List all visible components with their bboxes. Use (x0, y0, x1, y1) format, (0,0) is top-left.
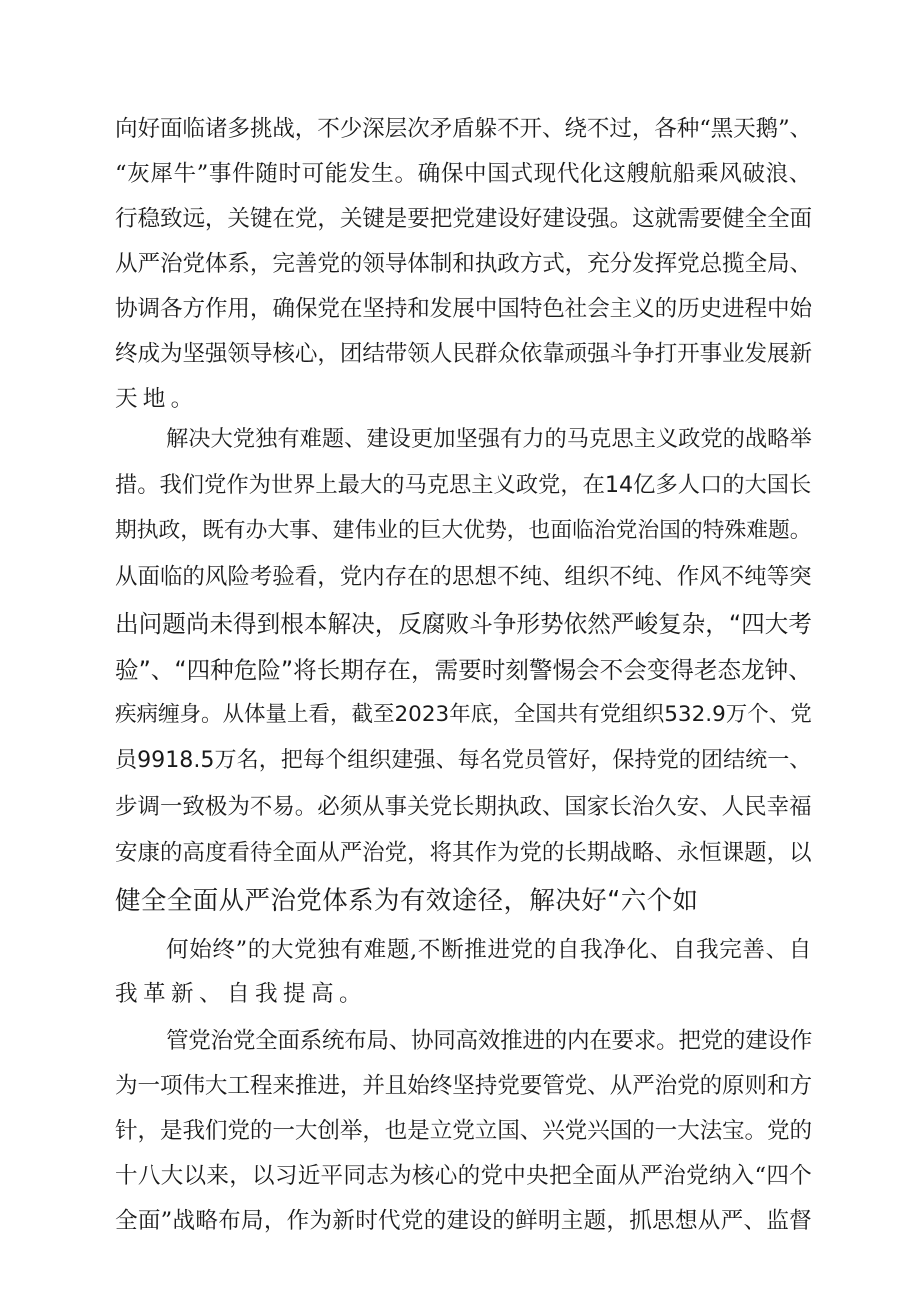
paragraph-line: 针，是我们党的一大创举，也是立党立国、兴党兴国的一大法宝。党的 (115, 1118, 812, 1144)
paragraph-line: 安康的高度看待全面从严治党，将其作为党的长期战略、永恒课题，以 (115, 840, 812, 866)
paragraph-line: 验”、“四种危险”将长期存在，需要时刻警惕会不会变得老态龙钟、 (115, 656, 812, 684)
paragraph-line: 终成为坚强领导核心，团结带领人民群众依靠顽强斗争打开事业发展新 (115, 341, 812, 367)
paragraph-line: 疾病缠身。从体量上看，截至2023年底，全国共有党组织532.9万个、党 (115, 702, 812, 727)
paragraph-line: 我革新、自我提高。 (115, 981, 367, 1007)
paragraph-line: 全面”战略布局，作为新时代党的建设的鲜明主题，抓思想从严、监督 (115, 1208, 812, 1234)
paragraph-line: 从面临的风险考验看，党内存在的思想不纯、组织不纯、作风不纯等突 (115, 564, 812, 590)
paragraph-line: 协调各方作用，确保党在坚持和发展中国特色社会主义的历史进程中始 (115, 296, 812, 322)
paragraph-line: 行稳致远，关键在党，关键是要把党建设好建设强。这就需要健全全面 (115, 206, 812, 232)
paragraph-line: 解决大党独有难题、建设更加坚强有力的马克思主义政党的战略举 (166, 426, 812, 452)
paragraph-line: 管党治党全面系统布局、协同高效推进的内在要求。把党的建设作 (166, 1028, 812, 1054)
paragraph-line: 何始终”的大党独有难题,不断推进党的自我净化、自我完善、自 (166, 937, 812, 963)
paragraph-line: 为一项伟大工程来推进，并且始终坚持党要管党、从严治党的原则和方 (115, 1073, 812, 1099)
paragraph-line: 健全全面从严治党体系为有效途径，解决好“六个如 (115, 886, 699, 916)
paragraph-line: 天地。 (115, 386, 199, 412)
paragraph-line: 员9918.5万名，把每个组织建强、每名党员管好，保持党的团结统一、 (115, 747, 812, 773)
paragraph-line: 措。我们党作为世界上最大的马克思主义政党，在14亿多人口的大国长 (115, 472, 812, 498)
paragraph-line: 步调一致极为不易。必须从事关党长期执政、国家长治久安、人民幸福 (115, 794, 812, 820)
paragraph-line: 十八大以来，以习近平同志为核心的党中央把全面从严治党纳入“四个 (115, 1163, 812, 1189)
paragraph-line: “灰犀牛”事件随时可能发生。确保中国式现代化这艘航船乘风破浪、 (115, 161, 812, 187)
paragraph-line: 从严治党体系，完善党的领导体制和执政方式，充分发挥党总揽全局、 (115, 251, 812, 277)
paragraph-line: 向好面临诸多挑战，不少深层次矛盾躲不开、绕不过，各种“黑天鹅”、 (115, 116, 812, 142)
paragraph-line: 期执政，既有办大事、建伟业的巨大优势，也面临治党治国的特殊难题。 (115, 518, 812, 543)
paragraph-line: 出问题尚未得到根本解决，反腐败斗争形势依然严峻复杂，“四大考 (115, 610, 812, 638)
